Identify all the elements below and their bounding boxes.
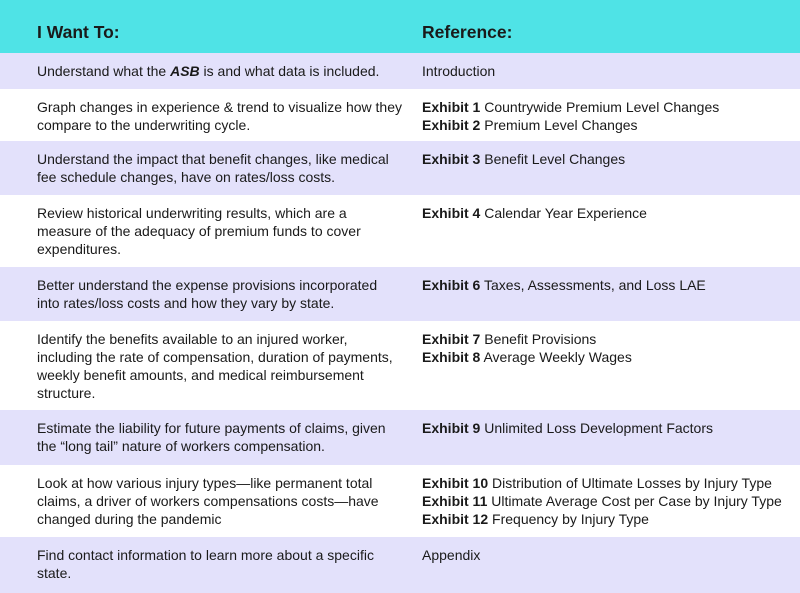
reference-title: Distribution of Ultimate Losses by Injury Type <box>488 475 772 491</box>
exhibit-number: Exhibit 12 <box>422 511 489 527</box>
reference-cell <box>422 474 797 528</box>
table-row <box>0 410 800 465</box>
want-column-header: I Want To: <box>37 22 120 42</box>
want-cell: Identify the benefits available to an injured worker, including the rate of compensation, duration of payments, weekly benefit amounts, and medical reimbursement structure. <box>37 331 393 401</box>
table-row <box>0 195 800 267</box>
table-row <box>0 321 800 410</box>
reference-title: Taxes, Assessments, and Loss LAE <box>480 277 706 293</box>
exhibit-number: Exhibit 7 <box>422 331 481 347</box>
table-row <box>0 537 800 593</box>
reference-item[interactable] <box>422 510 797 528</box>
want-cell: Understand the impact that benefit changes, like medical fee schedule changes, have on rates/loss costs. <box>37 151 389 185</box>
exhibit-number: Exhibit 11 <box>422 493 488 509</box>
want-cell: Graph changes in experience & trend to visualize how they compare to the underwriting cycle. <box>37 99 402 133</box>
reference-cell <box>422 419 797 437</box>
want-cell: Find contact information to learn more about a specific state. <box>37 547 374 581</box>
reference-title: Average Weekly Wages <box>480 349 632 365</box>
reference-item[interactable] <box>422 546 797 564</box>
table-row <box>0 141 800 195</box>
reference-cell <box>422 150 797 168</box>
want-text: Understand what the <box>37 63 171 79</box>
want-text: is and what data is included. <box>199 63 380 79</box>
reference-cell <box>422 98 797 134</box>
exhibit-number: Exhibit 1 <box>422 99 481 115</box>
reference-cell <box>422 330 797 366</box>
want-cell: Review historical underwriting results, which are a measure of the adequacy of premium funds to cover expenditures. <box>37 205 361 257</box>
reference-item[interactable] <box>422 348 797 366</box>
reference-cell <box>422 276 797 294</box>
reference-title: Frequency by Injury Type <box>488 511 649 527</box>
reference-cell <box>422 546 797 564</box>
reference-item[interactable] <box>422 276 797 294</box>
reference-title: Benefit Provisions <box>480 331 597 347</box>
exhibit-number: Exhibit 2 <box>422 117 481 133</box>
reference-item[interactable] <box>422 492 797 510</box>
reference-item[interactable] <box>422 330 797 348</box>
want-cell: Look at how various injury types—like permanent total claims, a driver of workers compensations costs—have changed during the pandemic <box>37 475 379 527</box>
exhibit-number: Exhibit 9 <box>422 420 481 436</box>
reference-title: Unlimited Loss Development Factors <box>480 420 714 436</box>
want-cell: Better understand the expense provisions incorporated into rates/loss costs and how they vary by state. <box>37 277 378 311</box>
exhibit-number: Exhibit 6 <box>422 277 481 293</box>
reference-title: Appendix <box>422 547 481 563</box>
exhibit-number: Exhibit 10 <box>422 475 489 491</box>
table-row <box>0 267 800 321</box>
exhibit-number: Exhibit 4 <box>422 205 481 221</box>
reference-title: Benefit Level Changes <box>480 151 626 167</box>
reference-item[interactable] <box>422 98 797 116</box>
table-header <box>0 0 800 53</box>
exhibit-number: Exhibit 8 <box>422 349 481 365</box>
reference-cell <box>422 204 797 222</box>
reference-title: Introduction <box>422 63 496 79</box>
asb-emphasis: ASB <box>170 63 200 79</box>
reference-item[interactable] <box>422 474 797 492</box>
reference-column-header: Reference: <box>422 22 513 42</box>
reference-item[interactable] <box>422 150 797 168</box>
reference-title: Calendar Year Experience <box>480 205 647 221</box>
reference-title: Ultimate Average Cost per Case by Injury Type <box>487 493 782 509</box>
reference-item[interactable] <box>422 419 797 437</box>
reference-item[interactable] <box>422 62 797 80</box>
table-row <box>0 465 800 537</box>
reference-item[interactable] <box>422 204 797 222</box>
table-row <box>0 89 800 141</box>
reference-item[interactable] <box>422 116 797 134</box>
reference-title: Premium Level Changes <box>480 117 638 133</box>
table-row <box>0 53 800 89</box>
reference-cell <box>422 62 797 80</box>
want-cell: Estimate the liability for future payments of claims, given the “long tail” nature of workers compensation. <box>37 420 386 454</box>
want-cell <box>37 62 402 80</box>
reference-title: Countrywide Premium Level Changes <box>480 99 720 115</box>
exhibit-number: Exhibit 3 <box>422 151 481 167</box>
